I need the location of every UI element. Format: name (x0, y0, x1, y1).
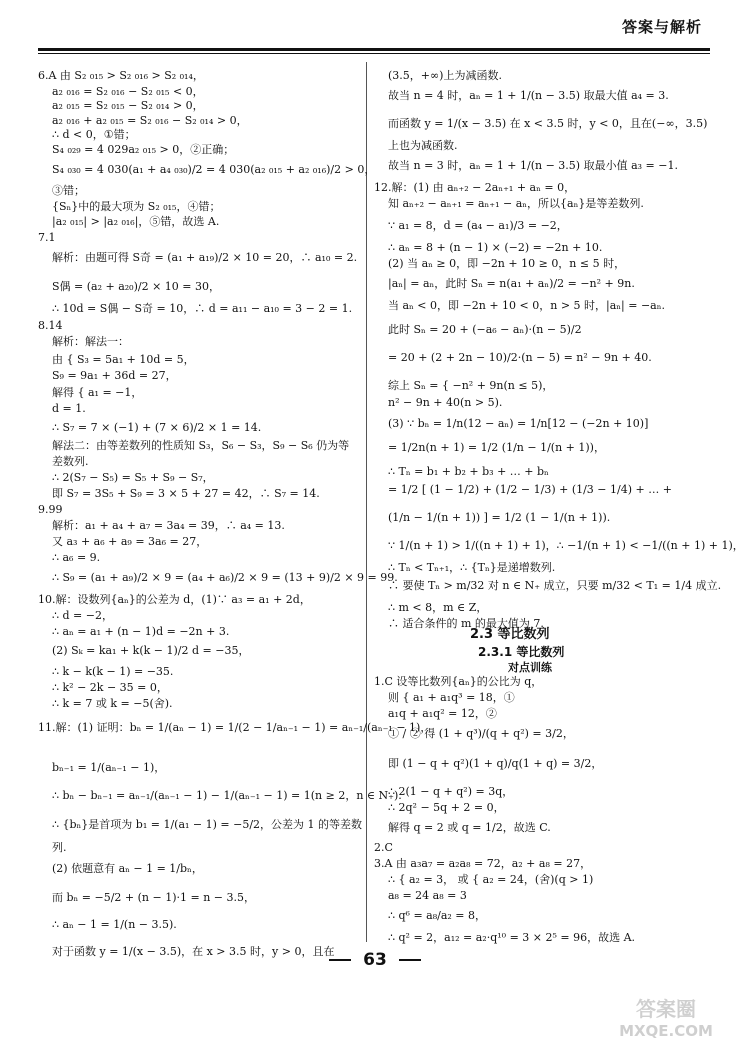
solution-line: ∴ S₇ = 7 × (−1) + (7 × 6)/2 × 1 = 14. (52, 421, 262, 434)
solution-line: ∴ k = 7 或 k = −5(舍). (52, 697, 173, 710)
solution-line: ∴ S₉ = (a₁ + a₉)/2 × 9 = (a₄ + a₆)/2 × 9 = (13 + 9)/2 × 9 = 99. (52, 571, 398, 584)
watermark-logo-icon (596, 994, 736, 1040)
solution-line: ∴ bₙ − bₙ₋₁ = aₙ₋₁/(aₙ₋₁ − 1) − 1/(aₙ₋₁ − 1) = 1(n ≥ 2，n ∈ N₊). (52, 789, 402, 802)
header-rule-thin (38, 53, 710, 54)
solution-line: ∴ 2(1 − q + q²) = 3q， (388, 785, 514, 798)
solution-line: (3) ∵ bₙ = 1/n(12 − aₙ) = 1/n[12 − (−2n + 10)] (388, 417, 649, 430)
solution-line: ∴ 适合条件的 m 的最大值为 7. (388, 617, 544, 630)
solution-line: ③错； (52, 184, 85, 197)
page-number-dash (329, 959, 351, 961)
solution-line: ∴ q⁶ = a₈/a₂ = 8， (388, 909, 487, 922)
solution-line: 知 aₙ₊₂ − aₙ₊₁ = aₙ₊₁ − aₙ，所以{aₙ}是等差数列. (388, 197, 644, 210)
solution-line: (2) 当 aₙ ≥ 0，即 −2n + 10 ≥ 0，n ≤ 5 时， (388, 257, 626, 270)
page-number-value: 63 (363, 950, 387, 970)
solution-line: 故当 n = 3 时，aₙ = 1 + 1/(n − 3.5) 取最小值 a₃ = −1. (388, 159, 678, 172)
solution-line: ∴ 要使 Tₙ > m/32 对 n ∈ N₊ 成立，只要 m/32 < T₁ = 1/4 成立. (388, 579, 722, 592)
solution-line: (1/n − 1/(n + 1)) ] = 1/2 (1 − 1/(n + 1)). (388, 511, 611, 524)
solution-line: a₂ ₀₁₅ = S₂ ₀₁₅ − S₂ ₀₁₄ > 0， (52, 99, 204, 112)
solution-line: ∴ d < 0，①错； (52, 128, 136, 141)
solution-line: a₂ ₀₁₆ + a₂ ₀₁₅ = S₂ ₀₁₆ − S₂ ₀₁₄ > 0， (52, 114, 248, 127)
solution-line: 7.1 (38, 231, 56, 244)
solution-line: ∴ aₙ = 8 + (n − 1) × (−2) = −2n + 10. (388, 241, 603, 254)
svg-text:MXQE.COM: MXQE.COM (619, 1022, 713, 1040)
solution-line: ∴ aₙ = a₁ + (n − 1)d = −2n + 3. (52, 625, 230, 638)
solution-line: a₁q + a₁q² = 12，② (388, 707, 497, 720)
column-divider (366, 62, 367, 942)
solution-line: 解析：由题可得 S奇 = (a₁ + a₁₉)/2 × 10 = 20，∴ a₁₀ = 2. (52, 251, 358, 264)
solution-line: ① / ② 得 (1 + q³)/(q + q²) = 3/2， (388, 727, 574, 740)
solution-line: ∵ 1/(n + 1) > 1/((n + 1) + 1)，∴ −1/(n + 1) < −1/((n + 1) + 1)， (388, 539, 744, 552)
solution-line: = 20 + (2 + 2n − 10)/2·(n − 5) = n² − 9n + 40. (388, 351, 652, 364)
solution-line: S₄ ₀₃₀ = 4 030(a₁ + a₄ ₀₃₀)/2 = 4 030(a₂ ₀₁₅ + a₂ ₀₁₆)/2 > 0， (52, 163, 376, 176)
page-number-dash (399, 959, 421, 961)
solution-line: ∴ 2q² − 5q + 2 = 0， (388, 801, 505, 814)
solution-line: = 1/2n(n + 1) = 1/2 (1/n − 1/(n + 1))， (388, 441, 605, 454)
solution-line: ∴ k − k(k − 1) = −35. (52, 665, 174, 678)
solution-line: 3.A 由 a₃a₇ = a₂a₈ = 72，a₂ + a₈ = 27， (374, 857, 592, 870)
solution-line: ∴ {bₙ}是首项为 b₁ = 1/(a₁ − 1) = −5/2，公差为 1 的等差数 (52, 818, 363, 831)
solution-line: a₂ ₀₁₆ = S₂ ₀₁₆ − S₂ ₀₁₅ < 0， (52, 85, 204, 98)
solution-line: ∴ 2(S₇ − S₅) = S₅ + S₉ − S₇， (52, 471, 214, 484)
solution-line: ∴ aₙ − 1 = 1/(n − 3.5). (52, 918, 177, 931)
solution-line: 8.14 (38, 319, 63, 332)
solution-line: 故当 n = 4 时，aₙ = 1 + 1/(n − 3.5) 取最大值 a₄ = 3. (388, 89, 669, 102)
solution-line: S偶 = (a₂ + a₂₀)/2 × 10 = 30， (52, 280, 221, 293)
page-number (0, 952, 750, 969)
solution-line: 则 { a₁ + a₁q³ = 18，① (388, 691, 515, 704)
solution-line: 解法二：由等差数列的性质知 S₃，S₆ − S₃，S₉ − S₆ 仍为等 (52, 439, 350, 452)
solution-line: 综上 Sₙ = { −n² + 9n(n ≤ 5)， (388, 379, 554, 392)
watermark-logo (596, 994, 736, 1040)
section-heading: 2.3.1 等比数列 (478, 645, 565, 659)
solution-line: 解析：解法一： (52, 335, 129, 348)
solution-line: 12.解：(1) 由 aₙ₊₂ − 2aₙ₊₁ + aₙ = 0， (374, 181, 576, 194)
solution-line: ∴ q² = 2，a₁₂ = a₂·q¹⁰ = 3 × 2⁵ = 96，故选 A. (388, 931, 636, 944)
solution-line: d = 1. (52, 402, 86, 415)
solution-line: 2.C (374, 841, 393, 854)
solution-line: ∴ d = −2， (52, 609, 113, 622)
solution-line: ∴ Tₙ < Tₙ₊₁，∴ {Tₙ}是递增数列. (388, 561, 556, 574)
solution-line: 对于函数 y = 1/(x − 3.5)，在 x > 3.5 时，y > 0，且在 (52, 945, 335, 958)
solution-line: |a₂ ₀₁₅| > |a₂ ₀₁₆|，⑤错，故选 A. (52, 215, 220, 228)
solution-line: ∴ a₆ = 9. (52, 551, 101, 564)
solution-line: 即 (1 − q + q²)(1 + q)/q(1 + q) = 3/2， (388, 757, 603, 770)
solution-line: 而 bₙ = −5/2 + (n − 1)·1 = n − 3.5， (52, 891, 256, 904)
solution-line: (2) 依题意有 aₙ − 1 = 1/bₙ， (52, 862, 203, 875)
solution-line: 由 { S₃ = 5a₁ + 10d = 5， (52, 353, 195, 366)
header-rule (38, 48, 710, 51)
solution-line: 此时 Sₙ = 20 + (−a₆ − aₙ)·(n − 5)/2 (388, 323, 582, 336)
svg-text:答案圈: 答案圈 (636, 997, 696, 1021)
solution-line: n² − 9n + 40(n > 5). (388, 396, 503, 409)
solution-line: bₙ₋₁ = 1/(aₙ₋₁ − 1)， (52, 761, 166, 774)
solution-line: 又 a₃ + a₆ + a₉ = 3a₆ = 27， (52, 535, 208, 548)
solution-line: a₈ = 24 a₈ = 3 (388, 889, 467, 902)
section-heading: 2.3 等比数列 (470, 627, 550, 642)
solution-line: 而函数 y = 1/(x − 3.5) 在 x < 3.5 时，y < 0，且在(−∞，3.5) (388, 117, 708, 130)
solution-line: 即 S₇ = 3S₅ + S₉ = 3 × 5 + 27 = 42，∴ S₇ = 14. (52, 487, 320, 500)
solution-line: 解得 q = 2 或 q = 1/2，故选 C. (388, 821, 551, 834)
section-heading: 对点训练 (508, 661, 552, 674)
solution-line: ∴ 10d = S偶 − S奇 = 10，∴ d = a₁₁ − a₁₀ = 3 − 2 = 1. (52, 302, 353, 315)
solution-line: ∴ m < 8，m ∈ Z， (388, 601, 488, 614)
solution-line: 列. (52, 841, 67, 854)
solution-line: 当 aₙ < 0，即 −2n + 10 < 0，n > 5 时，|aₙ| = −aₙ. (388, 299, 665, 312)
solution-line: ∴ Tₙ = b₁ + b₂ + b₃ + … + bₙ (388, 465, 549, 478)
solution-line: 解得 { a₁ = −1， (52, 386, 143, 399)
solution-line: (3.5，+∞)上为减函数. (388, 69, 502, 82)
solution-line: 差数列. (52, 455, 89, 468)
solution-line: 解析：a₁ + a₄ + a₇ = 3a₄ = 39，∴ a₄ = 13. (52, 519, 285, 532)
solution-line: 1.C 设等比数列{aₙ}的公比为 q， (374, 675, 543, 688)
solution-line: 11.解：(1) 证明：bₙ = 1/(aₙ − 1) = 1/(2 − 1/aₙ₋₁ − 1) = aₙ₋₁/(aₙ₋₁ − 1)， (38, 721, 432, 734)
solution-line: ∵ a₁ = 8，d = (a₄ − a₁)/3 = −2， (388, 219, 568, 232)
solution-line: 6.A 由 S₂ ₀₁₅ > S₂ ₀₁₆ > S₂ ₀₁₄， (38, 69, 204, 82)
solution-line: {Sₙ}中的最大项为 S₂ ₀₁₅，④错； (52, 200, 221, 213)
solution-line: S₄ ₀₂₉ = 4 029a₂ ₀₁₅ > 0，②正确； (52, 143, 235, 156)
solution-line: = 1/2 [ (1 − 1/2) + (1/2 − 1/3) + (1/3 − 1/4) + … + (388, 483, 672, 496)
solution-line: 9.99 (38, 503, 63, 516)
solution-line: ∴ k² − 2k − 35 = 0， (52, 681, 168, 694)
solution-line: ∴ { a₂ = 3， 或 { a₂ = 24，(舍)(q > 1) (388, 873, 594, 886)
solution-line: |aₙ| = aₙ，此时 Sₙ = n(a₁ + aₙ)/2 = −n² + 9n. (388, 277, 635, 290)
solution-line: S₉ = 9a₁ + 36d = 27， (52, 369, 177, 382)
solution-line: (2) Sₖ = ka₁ + k(k − 1)/2 d = −35， (52, 644, 250, 657)
solution-line: 上也为减函数. (388, 139, 458, 152)
solution-line: 10.解：设数列{aₙ}的公差为 d，(1)∵ a₃ = a₁ + 2d， (38, 593, 311, 606)
page-header-title: 答案与解析 (621, 18, 702, 36)
